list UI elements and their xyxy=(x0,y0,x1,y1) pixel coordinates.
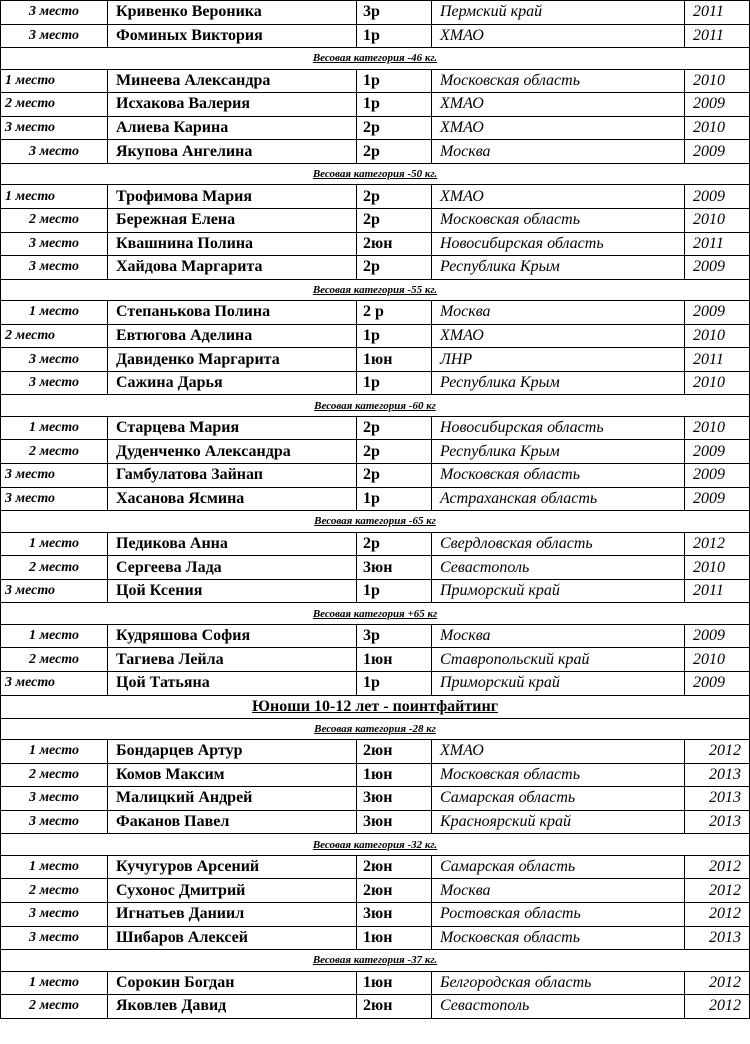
region-cell: Москва xyxy=(432,140,685,164)
region-cell: Приморский край xyxy=(432,672,685,696)
result-row xyxy=(1,971,750,995)
result-row xyxy=(1,787,750,811)
athlete-name-cell: Бережная Елена xyxy=(108,208,357,232)
athlete-name-cell: Кривенко Вероника xyxy=(108,1,357,25)
weight-category-label: Весовая категория -32 кг. xyxy=(1,834,750,855)
region-cell: Москва xyxy=(432,624,685,648)
region-cell: Республика Крым xyxy=(432,256,685,280)
rank-cell: 2юн xyxy=(357,739,432,763)
result-row xyxy=(1,532,750,556)
rank-cell: 2р xyxy=(357,464,432,488)
birth-year-cell: 2013 xyxy=(685,810,750,834)
rank-cell: 2р xyxy=(357,256,432,280)
rank-cell: 1р xyxy=(357,24,432,48)
result-row xyxy=(1,140,750,164)
birth-year-cell: 2011 xyxy=(685,348,750,372)
place-cell: 1 место xyxy=(1,69,108,93)
birth-year-cell: 2009 xyxy=(685,185,750,209)
athlete-name-cell: Сажина Дарья xyxy=(108,371,357,395)
region-cell: ХМАО xyxy=(432,93,685,117)
athlete-name-cell: Кучугуров Арсений xyxy=(108,855,357,879)
birth-year-cell: 2012 xyxy=(685,971,750,995)
weight-category-label: Весовая категория -55 кг. xyxy=(1,279,750,300)
weight-category-row xyxy=(1,950,750,971)
result-row xyxy=(1,926,750,950)
result-row xyxy=(1,232,750,256)
rank-cell: 1юн xyxy=(357,763,432,787)
region-cell: Астраханская область xyxy=(432,487,685,511)
athlete-name-cell: Яковлев Давид xyxy=(108,995,357,1019)
place-cell: 1 место xyxy=(1,416,108,440)
place-cell: 2 место xyxy=(1,440,108,464)
athlete-name-cell: Якупова Ангелина xyxy=(108,140,357,164)
place-cell: 2 место xyxy=(1,879,108,903)
place-cell: 2 место xyxy=(1,648,108,672)
birth-year-cell: 2010 xyxy=(685,556,750,580)
place-cell: 1 место xyxy=(1,185,108,209)
place-cell: 3 место xyxy=(1,579,108,603)
region-cell: ХМАО xyxy=(432,739,685,763)
result-row xyxy=(1,648,750,672)
rank-cell: 2 р xyxy=(357,301,432,325)
region-cell: Самарская область xyxy=(432,855,685,879)
place-cell: 3 место xyxy=(1,902,108,926)
weight-category-row xyxy=(1,163,750,184)
region-cell: Новосибирская область xyxy=(432,232,685,256)
athlete-name-cell: Комов Максим xyxy=(108,763,357,787)
place-cell: 3 место xyxy=(1,256,108,280)
result-row xyxy=(1,440,750,464)
rank-cell: 1р xyxy=(357,69,432,93)
result-row xyxy=(1,810,750,834)
birth-year-cell: 2009 xyxy=(685,140,750,164)
rank-cell: 1р xyxy=(357,324,432,348)
rank-cell: 2р xyxy=(357,416,432,440)
result-row xyxy=(1,624,750,648)
result-row xyxy=(1,556,750,580)
place-cell: 3 место xyxy=(1,926,108,950)
athlete-name-cell: Кудряшова София xyxy=(108,624,357,648)
birth-year-cell: 2012 xyxy=(685,855,750,879)
place-cell: 3 место xyxy=(1,1,108,25)
rank-cell: 2р xyxy=(357,440,432,464)
result-row xyxy=(1,487,750,511)
rank-cell: 3юн xyxy=(357,810,432,834)
weight-category-row xyxy=(1,279,750,300)
athlete-name-cell: Евтюгова Аделина xyxy=(108,324,357,348)
place-cell: 1 место xyxy=(1,624,108,648)
result-row xyxy=(1,672,750,696)
place-cell: 3 место xyxy=(1,348,108,372)
athlete-name-cell: Факанов Павел xyxy=(108,810,357,834)
birth-year-cell: 2009 xyxy=(685,672,750,696)
region-cell: Московская область xyxy=(432,763,685,787)
place-cell: 3 место xyxy=(1,787,108,811)
athlete-name-cell: Цой Татьяна xyxy=(108,672,357,696)
birth-year-cell: 2012 xyxy=(685,532,750,556)
rank-cell: 2юн xyxy=(357,855,432,879)
result-row xyxy=(1,116,750,140)
region-cell: Самарская область xyxy=(432,787,685,811)
athlete-name-cell: Исхакова Валерия xyxy=(108,93,357,117)
region-cell: ХМАО xyxy=(432,324,685,348)
rank-cell: 2р xyxy=(357,208,432,232)
weight-category-label: Весовая категория +65 кг xyxy=(1,603,750,624)
birth-year-cell: 2010 xyxy=(685,208,750,232)
rank-cell: 1юн xyxy=(357,926,432,950)
rank-cell: 3юн xyxy=(357,787,432,811)
result-row xyxy=(1,763,750,787)
athlete-name-cell: Трофимова Мария xyxy=(108,185,357,209)
birth-year-cell: 2010 xyxy=(685,69,750,93)
result-row xyxy=(1,995,750,1019)
weight-category-label: Весовая категория -28 кг xyxy=(1,718,750,739)
place-cell: 3 место xyxy=(1,464,108,488)
weight-category-label: Весовая категория -65 кг xyxy=(1,511,750,532)
result-row xyxy=(1,93,750,117)
place-cell: 2 место xyxy=(1,208,108,232)
rank-cell: 2юн xyxy=(357,995,432,1019)
birth-year-cell: 2013 xyxy=(685,926,750,950)
region-cell: Москва xyxy=(432,301,685,325)
place-cell: 3 место xyxy=(1,487,108,511)
athlete-name-cell: Тагиева Лейла xyxy=(108,648,357,672)
result-row xyxy=(1,324,750,348)
place-cell: 3 место xyxy=(1,371,108,395)
birth-year-cell: 2010 xyxy=(685,416,750,440)
weight-category-label: Весовая категория -37 кг. xyxy=(1,950,750,971)
place-cell: 2 место xyxy=(1,556,108,580)
result-row xyxy=(1,208,750,232)
result-row xyxy=(1,69,750,93)
athlete-name-cell: Дуденченко Александра xyxy=(108,440,357,464)
place-cell: 3 место xyxy=(1,116,108,140)
athlete-name-cell: Давиденко Маргарита xyxy=(108,348,357,372)
rank-cell: 2р xyxy=(357,116,432,140)
region-cell: Республика Крым xyxy=(432,440,685,464)
athlete-name-cell: Хасанова Ясмина xyxy=(108,487,357,511)
rank-cell: 3юн xyxy=(357,902,432,926)
place-cell: 3 место xyxy=(1,672,108,696)
result-row xyxy=(1,371,750,395)
rank-cell: 3р xyxy=(357,624,432,648)
place-cell: 3 место xyxy=(1,810,108,834)
rank-cell: 2юн xyxy=(357,879,432,903)
weight-category-row xyxy=(1,834,750,855)
region-cell: Приморский край xyxy=(432,579,685,603)
section-header-row xyxy=(1,695,750,718)
birth-year-cell: 2010 xyxy=(685,648,750,672)
rank-cell: 2р xyxy=(357,185,432,209)
birth-year-cell: 2013 xyxy=(685,763,750,787)
weight-category-label: Весовая категория -50 кг. xyxy=(1,163,750,184)
place-cell: 3 место xyxy=(1,24,108,48)
rank-cell: 1юн xyxy=(357,648,432,672)
result-row xyxy=(1,879,750,903)
place-cell: 1 место xyxy=(1,739,108,763)
region-cell: Москва xyxy=(432,879,685,903)
rank-cell: 3юн xyxy=(357,556,432,580)
rank-cell: 3р xyxy=(357,1,432,25)
region-cell: ХМАО xyxy=(432,24,685,48)
region-cell: Ставропольский край xyxy=(432,648,685,672)
birth-year-cell: 2011 xyxy=(685,579,750,603)
weight-category-row xyxy=(1,718,750,739)
region-cell: Белгородская область xyxy=(432,971,685,995)
place-cell: 3 место xyxy=(1,232,108,256)
region-cell: Московская область xyxy=(432,208,685,232)
result-row xyxy=(1,256,750,280)
result-row xyxy=(1,902,750,926)
birth-year-cell: 2009 xyxy=(685,93,750,117)
birth-year-cell: 2010 xyxy=(685,116,750,140)
region-cell: Севастополь xyxy=(432,995,685,1019)
place-cell: 1 место xyxy=(1,855,108,879)
birth-year-cell: 2009 xyxy=(685,440,750,464)
birth-year-cell: 2009 xyxy=(685,464,750,488)
result-row xyxy=(1,416,750,440)
athlete-name-cell: Фоминых Виктория xyxy=(108,24,357,48)
birth-year-cell: 2009 xyxy=(685,301,750,325)
region-cell: Московская область xyxy=(432,69,685,93)
birth-year-cell: 2009 xyxy=(685,624,750,648)
athlete-name-cell: Бондарцев Артур xyxy=(108,739,357,763)
athlete-name-cell: Хайдова Маргарита xyxy=(108,256,357,280)
place-cell: 2 место xyxy=(1,995,108,1019)
region-cell: Красноярский край xyxy=(432,810,685,834)
result-row xyxy=(1,301,750,325)
result-row xyxy=(1,348,750,372)
place-cell: 2 место xyxy=(1,93,108,117)
rank-cell: 1р xyxy=(357,93,432,117)
birth-year-cell: 2011 xyxy=(685,1,750,25)
birth-year-cell: 2013 xyxy=(685,787,750,811)
rank-cell: 1р xyxy=(357,579,432,603)
region-cell: Свердловская область xyxy=(432,532,685,556)
weight-category-label: Весовая категория -60 кг xyxy=(1,395,750,416)
athlete-name-cell: Старцева Мария xyxy=(108,416,357,440)
region-cell: Севастополь xyxy=(432,556,685,580)
athlete-name-cell: Игнатьев Даниил xyxy=(108,902,357,926)
birth-year-cell: 2011 xyxy=(685,232,750,256)
athlete-name-cell: Сергеева Лада xyxy=(108,556,357,580)
rank-cell: 1юн xyxy=(357,971,432,995)
region-cell: ХМАО xyxy=(432,116,685,140)
result-row xyxy=(1,24,750,48)
rank-cell: 2юн xyxy=(357,232,432,256)
place-cell: 1 место xyxy=(1,301,108,325)
birth-year-cell: 2012 xyxy=(685,739,750,763)
birth-year-cell: 2009 xyxy=(685,487,750,511)
place-cell: 2 место xyxy=(1,763,108,787)
athlete-name-cell: Сухонос Дмитрий xyxy=(108,879,357,903)
region-cell: Республика Крым xyxy=(432,371,685,395)
region-cell: Новосибирская область xyxy=(432,416,685,440)
birth-year-cell: 2011 xyxy=(685,24,750,48)
athlete-name-cell: Гамбулатова Зайнап xyxy=(108,464,357,488)
birth-year-cell: 2010 xyxy=(685,371,750,395)
athlete-name-cell: Сорокин Богдан xyxy=(108,971,357,995)
region-cell: ЛНР xyxy=(432,348,685,372)
region-cell: ХМАО xyxy=(432,185,685,209)
place-cell: 1 место xyxy=(1,532,108,556)
region-cell: Ростовская область xyxy=(432,902,685,926)
rank-cell: 1р xyxy=(357,487,432,511)
region-cell: Московская область xyxy=(432,926,685,950)
section-title: Юноши 10-12 лет - поинтфайтинг xyxy=(1,695,750,718)
region-cell: Московская область xyxy=(432,464,685,488)
result-row xyxy=(1,185,750,209)
rank-cell: 2р xyxy=(357,140,432,164)
place-cell: 2 место xyxy=(1,324,108,348)
athlete-name-cell: Цой Ксения xyxy=(108,579,357,603)
rank-cell: 1юн xyxy=(357,348,432,372)
result-row xyxy=(1,739,750,763)
birth-year-cell: 2010 xyxy=(685,324,750,348)
birth-year-cell: 2009 xyxy=(685,256,750,280)
place-cell: 3 место xyxy=(1,140,108,164)
athlete-name-cell: Квашнина Полина xyxy=(108,232,357,256)
birth-year-cell: 2012 xyxy=(685,879,750,903)
result-row xyxy=(1,579,750,603)
weight-category-row xyxy=(1,48,750,69)
birth-year-cell: 2012 xyxy=(685,995,750,1019)
result-row xyxy=(1,464,750,488)
birth-year-cell: 2012 xyxy=(685,902,750,926)
rank-cell: 1р xyxy=(357,672,432,696)
weight-category-row xyxy=(1,395,750,416)
athlete-name-cell: Педикова Анна xyxy=(108,532,357,556)
rank-cell: 1р xyxy=(357,371,432,395)
result-row xyxy=(1,855,750,879)
place-cell: 1 место xyxy=(1,971,108,995)
weight-category-row xyxy=(1,603,750,624)
region-cell: Пермский край xyxy=(432,1,685,25)
athlete-name-cell: Минеева Александра xyxy=(108,69,357,93)
athlete-name-cell: Малицкий Андрей xyxy=(108,787,357,811)
result-row xyxy=(1,1,750,25)
athlete-name-cell: Алиева Карина xyxy=(108,116,357,140)
weight-category-row xyxy=(1,511,750,532)
weight-category-label: Весовая категория -46 кг. xyxy=(1,48,750,69)
athlete-name-cell: Степанькова Полина xyxy=(108,301,357,325)
results-body xyxy=(1,1,750,1019)
rank-cell: 2р xyxy=(357,532,432,556)
athlete-name-cell: Шибаров Алексей xyxy=(108,926,357,950)
